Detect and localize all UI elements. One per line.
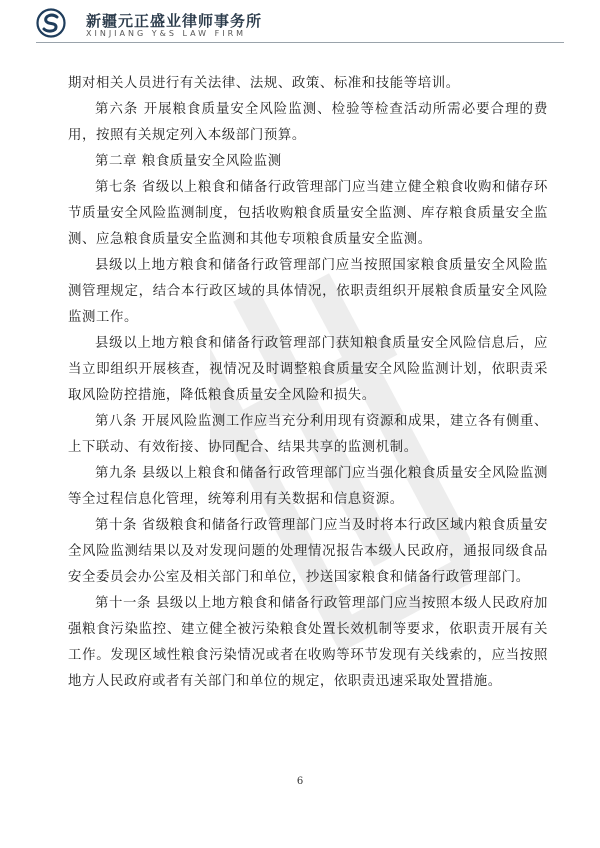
page-header (36, 6, 566, 40)
firm-logo-icon (36, 8, 66, 38)
page-number: 6 (296, 776, 304, 787)
article-9: 第九条 县级以上粮食和储备行政管理部门应当强化粮食质量安全风险监测等全过程信息化管理，统筹利用有关数据和信息资源。 (68, 466, 548, 507)
article-7-paragraph-2: 县级以上地方粮食和储备行政管理部门应当按照国家粮食质量安全风险监测管理规定，结合本行政区域的具体情况，依职责组织开展粮食质量安全风险监测工作。 (68, 258, 548, 325)
header-divider (36, 42, 564, 43)
article-7-paragraph-3: 县级以上地方粮食和储备行政管理部门获知粮食质量安全风险信息后，应当立即组织开展核查，视情况及时调整粮食质量安全风险监测计划，依职责采取风险防控措施，降低粮食质量安全风险和损失。 (68, 336, 548, 403)
article-10: 第十条 省级粮食和储备行政管理部门应当及时将本行政区域内粮食质量安全风险监测结果以及对发现问题的处理情况报告本级人民政府，通报同级食品安全委员会办公室及相关部门和单位，抄送国家粮食和储备行政管理部门。 (68, 518, 548, 585)
paragraph-continuation: 期对相关人员进行有关法律、法规、政策、标准和技能等培训。 (68, 76, 460, 91)
article-11: 第十一条 县级以上地方粮食和储备行政管理部门应当按照本级人民政府加强粮食污染监控、建立健全被污染粮食处置长效机制等要求，依职责开展有关工作。发现区域性粮食污染情况或者在收购等环节发现有关线索的，应当按照地方人民政府或者有关部门和单位的规定，依职责迅速采取处置措施。 (68, 596, 548, 689)
article-7: 第七条 省级以上粮食和储备行政管理部门应当建立健全粮食收购和储存环节质量安全风险监测制度，包括收购粮食质量安全监测、库存粮食质量安全监测、应急粮食质量安全监测和其他专项粮食质量安全监测。 (68, 180, 548, 247)
firm-name-en: XINJIANG Y&S LAW FIRM (86, 29, 247, 38)
article-6: 第六条 开展粮食质量安全风险监测、检验等检查活动所需必要合理的费用，按照有关规定列入本级部门预算。 (68, 102, 548, 143)
article-8: 第八条 开展风险监测工作应当充分利用现有资源和成果，建立各有侧重、上下联动、有效衔接、协同配合、结果共享的监测机制。 (68, 414, 548, 455)
firm-name-cn: 新疆元正盛业律师事务所 (86, 12, 263, 30)
document-body (68, 71, 548, 695)
chapter-2-heading: 第二章 粮食质量安全风险监测 (95, 154, 282, 169)
